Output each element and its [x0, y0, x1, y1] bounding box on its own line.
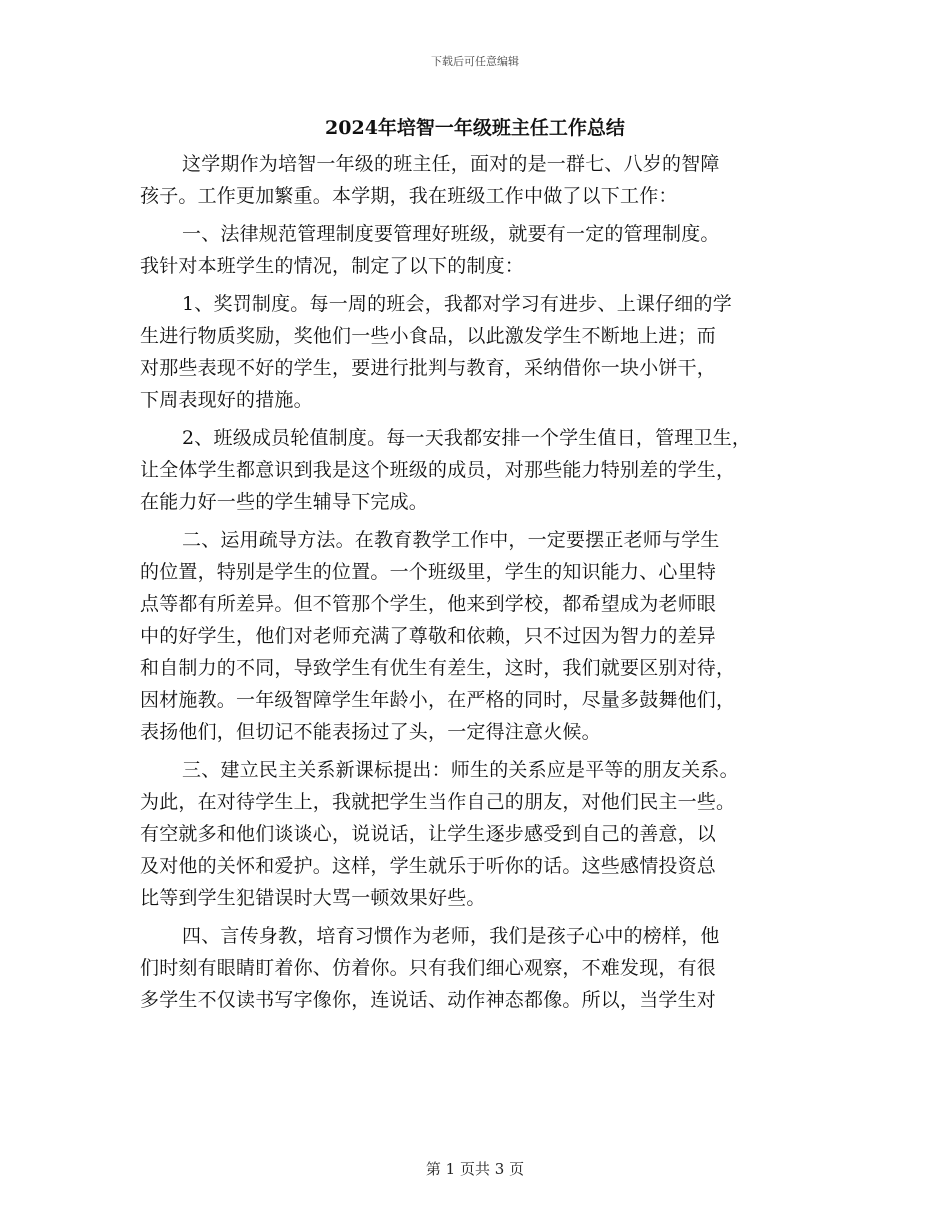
paragraph-line: 二、运用疏导方法。在教育教学工作中，一定要摆正老师与学生 [182, 529, 720, 551]
body-paragraph [140, 148, 820, 212]
paragraph-line: 多学生不仅读书写字像你，连说话、动作神态都像。所以，当学生对 [140, 989, 717, 1011]
body-paragraph [140, 920, 820, 1016]
paragraph-line: 和自制力的不同，导致学生有优生有差生，这时，我们就要区别对待， [140, 657, 736, 679]
document-title: 2024年培智一年级班主任工作总结 [325, 117, 625, 139]
paragraph-line: 这学期作为培智一年级的班主任，面对的是一群七、八岁的智障 [182, 153, 720, 175]
paragraph-line: 我针对本班学生的情况，制定了以下的制度： [140, 255, 525, 277]
paragraph-line: 表扬他们，但切记不能表扬过了头，一定得注意火候。 [140, 721, 601, 743]
document-body [140, 148, 820, 1016]
page-footer: 第 1 页共 3 页 [425, 1160, 525, 1178]
body-paragraph [140, 218, 820, 282]
paragraph-line: 们时刻有眼睛盯着你、仿着你。只有我们细心观察，不难发现，有很 [140, 957, 717, 979]
paragraph-line: 让全体学生都意识到我是这个班级的成员，对那些能力特别差的学生， [140, 459, 736, 481]
paragraph-line: 四、言传身教，培育习惯作为老师，我们是孩子心中的榜样，他 [182, 925, 720, 947]
paragraph-line: 一、法律规范管理制度要管理好班级，就要有一定的管理制度。 [182, 223, 720, 245]
paragraph-line: 因材施教。一年级智障学生年龄小，在严格的同时，尽量多鼓舞他们， [140, 689, 736, 711]
paragraph-line: 的位置，特别是学生的位置。一个班级里，学生的知识能力、心里特 [140, 561, 717, 583]
paragraph-line: 比等到学生犯错误时大骂一顿效果好些。 [140, 887, 486, 909]
page-header: 下载后可任意编辑 [431, 55, 519, 68]
body-paragraph [140, 754, 820, 914]
paragraph-line: 对那些表现不好的学生，要进行批判与教育，采纳借你一块小饼干， [140, 357, 717, 379]
paragraph-line: 1、奖罚制度。每一周的班会，我都对学习有进步、上课仔细的学 [182, 293, 732, 315]
paragraph-line: 孩子。工作更加繁重。本学期，我在班级工作中做了以下工作： [140, 185, 678, 207]
body-paragraph [140, 422, 820, 518]
paragraph-line: 生进行物质奖励，奖他们一些小食品，以此激发学生不断地上进；而 [140, 325, 717, 347]
body-paragraph [140, 288, 820, 416]
paragraph-line: 下周表现好的措施。 [140, 389, 313, 411]
paragraph-line: 为此，在对待学生上，我就把学生当作自己的朋友，对他们民主一些。 [140, 791, 736, 813]
paragraph-line: 点等都有所差异。但不管那个学生，他来到学校，都希望成为老师眼 [140, 593, 717, 615]
paragraph-line: 及对他的关怀和爱护。这样，学生就乐于听你的话。这些感情投资总 [140, 855, 717, 877]
paragraph-line: 中的好学生，他们对老师充满了尊敬和依赖，只不过因为智力的差异 [140, 625, 717, 647]
paragraph-line: 三、建立民主关系新课标提出：师生的关系应是平等的朋友关系。 [182, 759, 739, 781]
body-paragraph [140, 524, 820, 748]
paragraph-line: 2、班级成员轮值制度。每一天我都安排一个学生值日，管理卫生， [182, 427, 752, 449]
paragraph-line: 在能力好一些的学生辅导下完成。 [140, 491, 429, 513]
paragraph-line: 有空就多和他们谈谈心，说说话，让学生逐步感受到自己的善意，以 [140, 823, 717, 845]
